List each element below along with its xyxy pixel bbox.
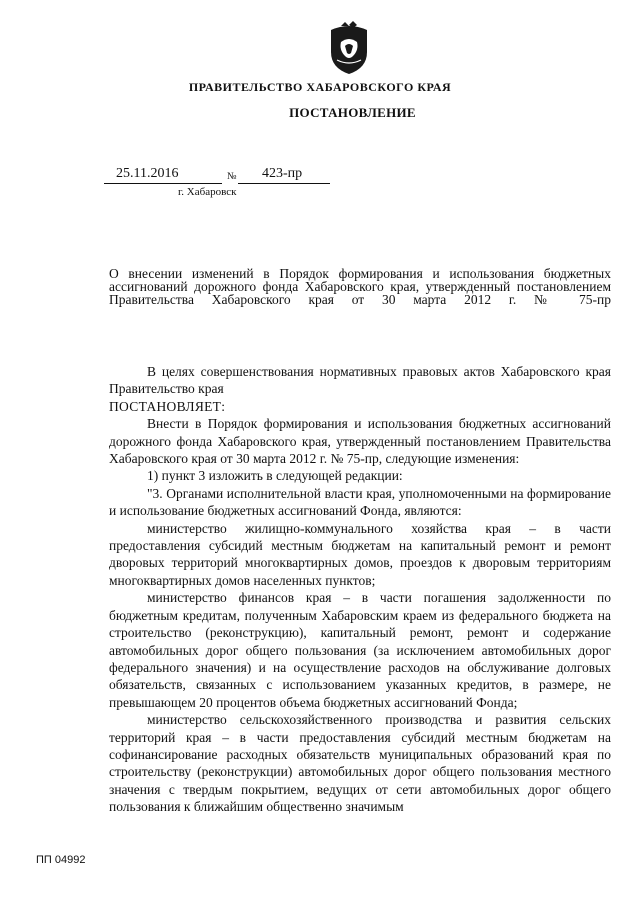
number-underline xyxy=(238,183,330,184)
city: г. Хабаровск xyxy=(178,186,237,198)
resolves-heading: ПОСТАНОВЛЯЕТ: xyxy=(109,398,226,414)
document-date: 25.11.2016 xyxy=(116,166,179,181)
item-lead-paragraph: Внести в Порядок формирования и использования бюджетных ассигнований дорожного фонда Хабаровского края, утвержденный постановлением Правительства Хабаровского края от 30 марта 2012 г. № 75-пр, следующие изменения: xyxy=(109,416,611,467)
government-title: ПРАВИТЕЛЬСТВО ХАБАРОВСКОГО КРАЯ xyxy=(188,80,452,94)
date-underline xyxy=(104,183,222,184)
document-body xyxy=(109,363,611,816)
coat-of-arms-emblem xyxy=(327,20,371,76)
point-1-paragraph: 1) пункт 3 изложить в следующей редакции: xyxy=(147,468,403,484)
document-number: 423-пр xyxy=(262,166,303,181)
ministry-agriculture-paragraph: министерство сельскохозяйственного производства и развития сельских территорий края – в части предоставления субсидий местным бюджетам на софинансирование расходных обязательств муниципальных образований края по строительству (реконструкции) автомобильных дорог общего пользования местного значения с твердым покрытием, ведущих от сети автомобильных дорог общего пользования к ближайшим общественно значимым xyxy=(109,712,611,815)
document-subject: О внесении изменений в Порядок формирования и использования бюджетных ассигнований дорожного фонда Хабаровского края, утвержденный постановлением Правительства Хабаровского края от 30 марта 2012 г. № 75-пр xyxy=(109,266,611,307)
ministry-housing-paragraph: министерство жилищно-коммунального хозяйства края – в части предоставления субсидий местным бюджетам на капитальный ремонт и ремонт дворовых территорий многоквартирных домов, проездов к дворовым территориям многоквартирных домов населенных пунктов; xyxy=(109,520,611,588)
number-sign: № xyxy=(227,171,237,182)
ministry-finance-paragraph: министерство финансов края – в части погашения задолженности по бюджетным кредитам, полученным Хабаровским краем из федерального бюджета на строительство (реконструкцию), капитальный ремонт, ремонт и содержание автомобильных дорог общего пользования (за исключением автомобильных дорог федерального значения) и на осуществление расходов на обслуживание долговых обязательств, связанных с использованием указанных кредитов, в размере, не превышающем 20 процентов объема бюджетных ассигнований Фонда; xyxy=(109,590,611,710)
document-type: ПОСТАНОВЛЕНИЕ xyxy=(289,105,416,120)
intro-paragraph: В целях совершенствования нормативных правовых актов Хабаровского края Правительство края xyxy=(109,364,611,397)
footer-document-code: ПП 04992 xyxy=(36,854,86,866)
quote-start-paragraph: "3. Органами исполнительной власти края, уполномоченными на формирование и использование бюджетных ассигнований Фонда, являются: xyxy=(109,485,611,519)
